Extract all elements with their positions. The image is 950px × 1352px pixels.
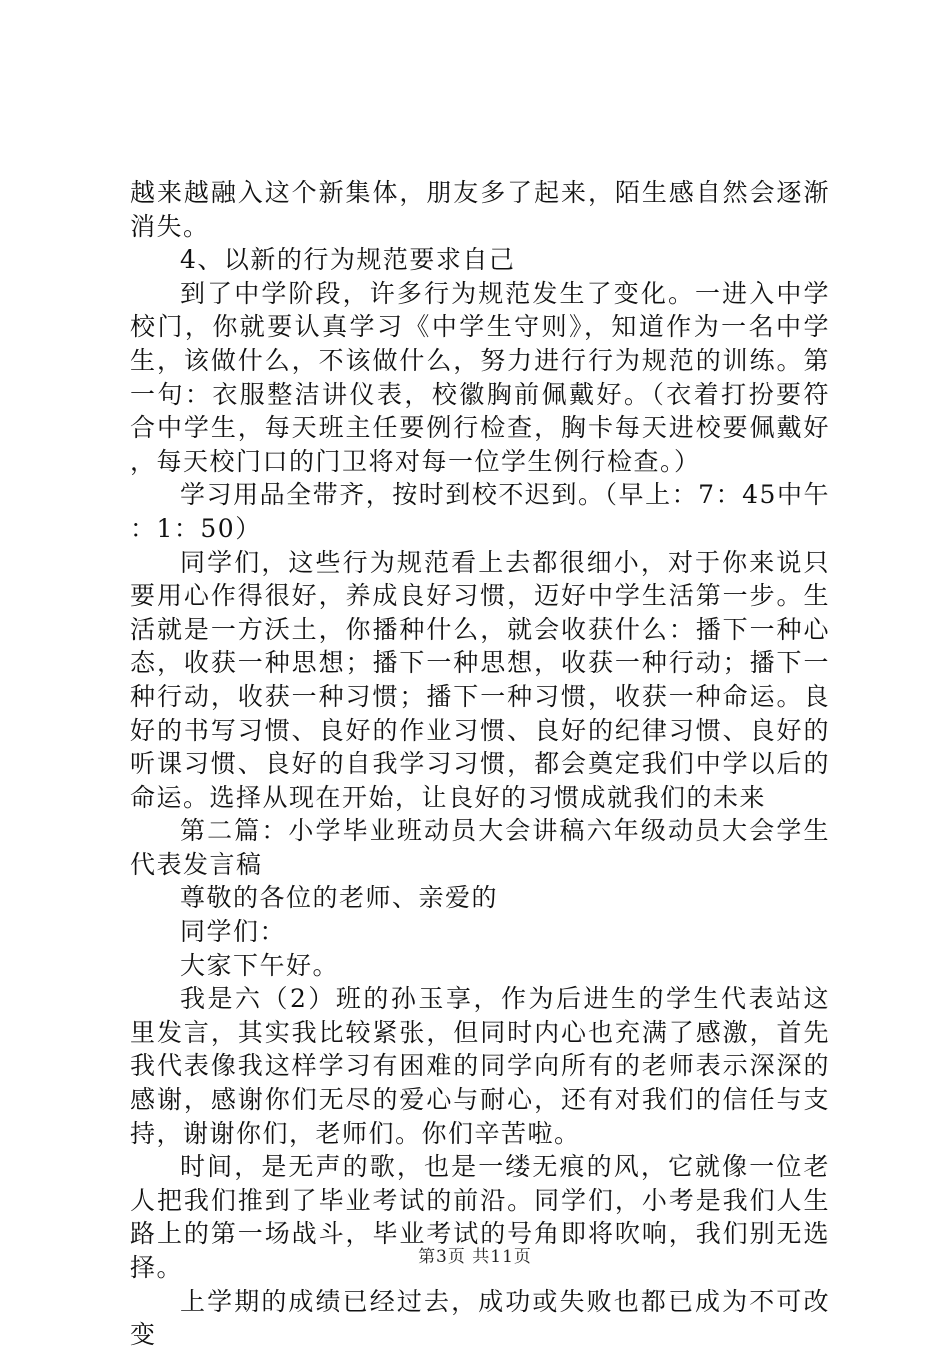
document-body bbox=[130, 176, 830, 1352]
paragraph-continued: 越来越融入这个新集体，朋友多了起来，陌生感自然会逐渐消失。 bbox=[130, 178, 830, 241]
salutation: 同学们： bbox=[180, 917, 287, 947]
paragraph: 时间，是无声的歌，也是一缕无痕的风，它就像一位老人把我们推到了毕业考试的前沿。同学们，小考是我们人生路上的第一场战斗，毕业考试的号角即将吹响，我们别无选择。 bbox=[130, 1152, 830, 1282]
chapter-heading: 第二篇：小学毕业班动员大会讲稿六年级动员大会学生代表发言稿 bbox=[130, 816, 830, 879]
paragraph: 我是六（2）班的孙玉享，作为后进生的学生代表站这里发言，其实我比较紧张，但同时内心也充满了感激，首先我代表像我这样学习有困难的同学向所有的老师表示深深的感谢，感谢你们无尽的爱心与耐心，还有对我们的信任与支持，谢谢你们，老师们。你们辛苦啦。 bbox=[130, 984, 830, 1148]
section-heading: 4、以新的行为规范要求自己 bbox=[180, 245, 516, 275]
paragraph: 同学们，这些行为规范看上去都很细小，对于你来说只要用心作得很好，养成良好习惯，迈好中学生活第一步。生活就是一方沃土，你播种什么，就会收获什么：播下一种心态，收获一种思想；播下一种思想，收获一种行动；播下一种行动，收获一种习惯；播下一种习惯，收获一种命运。良好的书写习惯、良好的作业习惯、良好的纪律习惯、良好的听课习惯、良好的自我学习习惯，都会奠定我们中学以后的命运。选择从现在开始，让良好的习惯成就我们的未来 bbox=[130, 547, 830, 812]
page-number-footer: 第3页 共11页 bbox=[418, 1247, 532, 1267]
paragraph: 上学期的成绩已经过去，成功或失败也都已成为不可改变 bbox=[130, 1286, 830, 1350]
paragraph: 到了中学阶段，许多行为规范发生了变化。一进入中学校门，你就要认真学习《中学生守则》，知道作为一名中学生，该做什么，不该做什么，努力进行行为规范的训练。第一句：衣服整洁讲仪表，校徽胸前佩戴好。（衣着打扮要符合中学生，每天班主任要例行检查，胸卡每天进校要佩戴好，每天校门口的门卫将对每一位学生例行检查。） bbox=[130, 278, 830, 476]
salutation: 尊敬的各位的老师、亲爱的 bbox=[180, 883, 499, 913]
greeting: 大家下午好。 bbox=[180, 950, 340, 980]
paragraph: 学习用品全带齐，按时到校不迟到。（早上：7：45中午：1：50） bbox=[130, 480, 830, 543]
